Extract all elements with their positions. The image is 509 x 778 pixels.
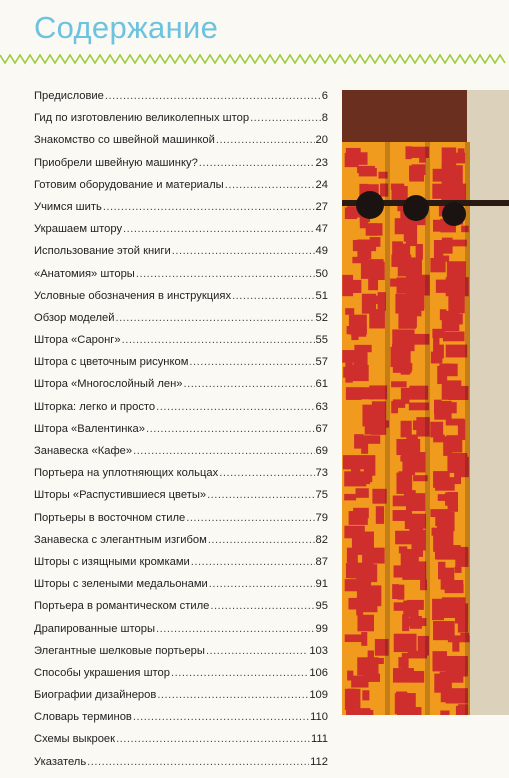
toc-entry-title: Штора «Валентинка» bbox=[34, 422, 145, 435]
zigzag-divider bbox=[0, 52, 509, 66]
leader-dots bbox=[207, 489, 314, 501]
toc-entry-page: 69 bbox=[315, 445, 328, 457]
toc-entry-title: Шторы с изящными кромками bbox=[34, 555, 190, 568]
toc-entry-title: Приобрели швейную машинку? bbox=[34, 156, 198, 169]
toc-entry-title: Условные обозначения в инструкциях bbox=[34, 289, 232, 302]
toc-entry-page: 55 bbox=[315, 334, 328, 347]
leader-dots bbox=[157, 689, 308, 701]
page-title: Содержание bbox=[34, 10, 219, 45]
leader-dots bbox=[186, 512, 314, 524]
toc-entry-page: 51 bbox=[315, 289, 328, 302]
toc-entry-page: 103 bbox=[309, 644, 328, 657]
toc-entry-page: 112 bbox=[310, 755, 328, 768]
toc-entry-title: Штора «Саронг» bbox=[34, 334, 121, 347]
toc-entry-title: Драпированные шторы bbox=[34, 622, 155, 635]
toc-entry-page: 20 bbox=[315, 134, 328, 147]
toc-entry bbox=[34, 201, 328, 223]
toc-entry bbox=[34, 645, 328, 667]
toc-entry bbox=[34, 334, 328, 356]
leader-dots bbox=[133, 445, 314, 457]
leader-dots bbox=[123, 223, 315, 235]
toc-entry bbox=[34, 467, 328, 489]
toc-entry bbox=[34, 268, 328, 290]
toc-entry bbox=[34, 290, 328, 312]
toc-entry bbox=[34, 223, 328, 245]
toc-entry-title: Шторка: легко и просто bbox=[34, 400, 156, 413]
toc-entry-title: Словарь терминов bbox=[34, 711, 132, 724]
toc-entry-page: 73 bbox=[315, 467, 328, 480]
toc-entry bbox=[34, 512, 328, 534]
toc-entry-title: Знакомство со швейной машинкой bbox=[34, 134, 215, 147]
toc-entry bbox=[34, 423, 328, 445]
toc-entry bbox=[34, 689, 328, 711]
leader-dots bbox=[183, 378, 314, 390]
toc-entry-title: Биографии дизайнеров bbox=[34, 689, 157, 702]
toc-entry-page: 57 bbox=[315, 356, 328, 369]
toc-entry-title: Элегантные шелковые портьеры bbox=[34, 644, 205, 657]
toc-entry-title: Занавеска с элегантным изгибом bbox=[34, 533, 207, 546]
toc-entry bbox=[34, 157, 328, 179]
leader-dots bbox=[103, 201, 315, 213]
toc-entry-page: 61 bbox=[315, 378, 328, 391]
toc-entry-page: 79 bbox=[315, 511, 328, 524]
toc-entry-title: Штора «Многослойный лен» bbox=[34, 378, 183, 391]
leader-dots bbox=[189, 356, 314, 368]
toc-entry bbox=[34, 134, 328, 156]
leader-dots bbox=[216, 134, 315, 146]
toc-entry-page: 27 bbox=[315, 200, 328, 213]
toc-entry bbox=[34, 733, 328, 755]
toc-entry-page: 6 bbox=[321, 90, 328, 102]
toc-entry-page: 91 bbox=[315, 578, 328, 591]
toc-entry-title: Указатель bbox=[34, 755, 87, 768]
leader-dots bbox=[105, 90, 321, 102]
leader-dots bbox=[219, 467, 314, 479]
toc-entry-page: 109 bbox=[309, 689, 328, 702]
toc-entry-page: 50 bbox=[315, 267, 328, 280]
toc-entry-title: Украшаем штору bbox=[34, 223, 123, 236]
toc-entry bbox=[34, 90, 328, 112]
curtain-photo bbox=[342, 90, 509, 715]
toc-entry-title: Занавеска «Кафе» bbox=[34, 445, 133, 457]
toc-entry-page: 63 bbox=[315, 400, 328, 413]
toc-entry-page: 99 bbox=[315, 622, 328, 635]
leader-dots bbox=[206, 645, 308, 657]
toc-entry-page: 111 bbox=[310, 733, 328, 746]
toc-entry bbox=[34, 534, 328, 556]
toc-entry bbox=[34, 600, 328, 622]
toc-entry-title: Схемы выкроек bbox=[34, 733, 116, 746]
leader-dots bbox=[191, 556, 315, 568]
toc-entry bbox=[34, 667, 328, 689]
leader-dots bbox=[199, 157, 315, 169]
leader-dots bbox=[208, 534, 315, 546]
toc-entry-page: 67 bbox=[315, 422, 328, 435]
leader-dots bbox=[146, 423, 315, 435]
toc-entry-title: «Анатомия» шторы bbox=[34, 267, 135, 280]
toc-entry-page: 47 bbox=[315, 223, 328, 236]
toc-entry-page: 106 bbox=[309, 666, 328, 679]
toc-entry-page: 95 bbox=[315, 600, 328, 613]
toc-entry bbox=[34, 378, 328, 400]
toc-entry-title: Готовим оборудование и материалы bbox=[34, 178, 224, 191]
toc-entry bbox=[34, 623, 328, 645]
toc-entry bbox=[34, 112, 328, 134]
leader-dots bbox=[116, 733, 310, 745]
toc-entry-title: Портьера в романтическом стиле bbox=[34, 600, 210, 613]
toc-entry-page: 87 bbox=[315, 555, 328, 568]
toc-entry bbox=[34, 711, 328, 733]
toc-entry-page: 49 bbox=[315, 245, 328, 258]
toc-entry bbox=[34, 578, 328, 600]
toc-entry-page: 8 bbox=[321, 112, 328, 125]
leader-dots bbox=[250, 112, 321, 124]
toc-entry bbox=[34, 556, 328, 578]
toc-entry-title: Обзор моделей bbox=[34, 311, 115, 324]
toc-entry-title: Использование этой книги bbox=[34, 245, 171, 258]
toc-entry-title: Портьеры в восточном стиле bbox=[34, 511, 186, 524]
table-of-contents bbox=[34, 90, 328, 778]
toc-entry-page: 23 bbox=[315, 156, 328, 169]
toc-entry bbox=[34, 489, 328, 511]
toc-entry-title: Шторы с зелеными медальонами bbox=[34, 578, 208, 591]
toc-entry bbox=[34, 445, 328, 467]
leader-dots bbox=[171, 667, 308, 679]
leader-dots bbox=[156, 623, 315, 635]
leader-dots bbox=[136, 268, 315, 280]
toc-entry-page: 52 bbox=[315, 311, 328, 324]
toc-entry-title: Предисловие bbox=[34, 90, 104, 102]
leader-dots bbox=[87, 756, 309, 768]
toc-entry bbox=[34, 356, 328, 378]
leader-dots bbox=[209, 578, 315, 590]
leader-dots bbox=[122, 334, 315, 346]
leader-dots bbox=[156, 401, 314, 413]
toc-entry-page: 75 bbox=[315, 489, 328, 502]
leader-dots bbox=[225, 179, 315, 191]
toc-entry-title: Штора с цветочным рисунком bbox=[34, 356, 189, 369]
toc-entry bbox=[34, 401, 328, 423]
toc-entry-page: 110 bbox=[310, 711, 328, 724]
leader-dots bbox=[232, 290, 314, 302]
toc-entry-page: 24 bbox=[315, 178, 328, 191]
toc-entry-title: Способы украшения штор bbox=[34, 666, 170, 679]
leader-dots bbox=[210, 600, 314, 612]
toc-entry-title: Учимся шить bbox=[34, 200, 102, 213]
toc-entry bbox=[34, 312, 328, 334]
leader-dots bbox=[172, 245, 315, 257]
toc-entry-title: Шторы «Распустившиеся цветы» bbox=[34, 489, 207, 502]
toc-entry bbox=[34, 179, 328, 201]
leader-dots bbox=[115, 312, 314, 324]
toc-entry-title: Гид по изготовлению великолепных штор bbox=[34, 112, 250, 125]
toc-entry bbox=[34, 756, 328, 778]
toc-entry-page: 82 bbox=[315, 533, 328, 546]
leader-dots bbox=[133, 711, 309, 723]
toc-entry bbox=[34, 245, 328, 267]
toc-entry-title: Портьера на уплотняющих кольцах bbox=[34, 467, 219, 480]
